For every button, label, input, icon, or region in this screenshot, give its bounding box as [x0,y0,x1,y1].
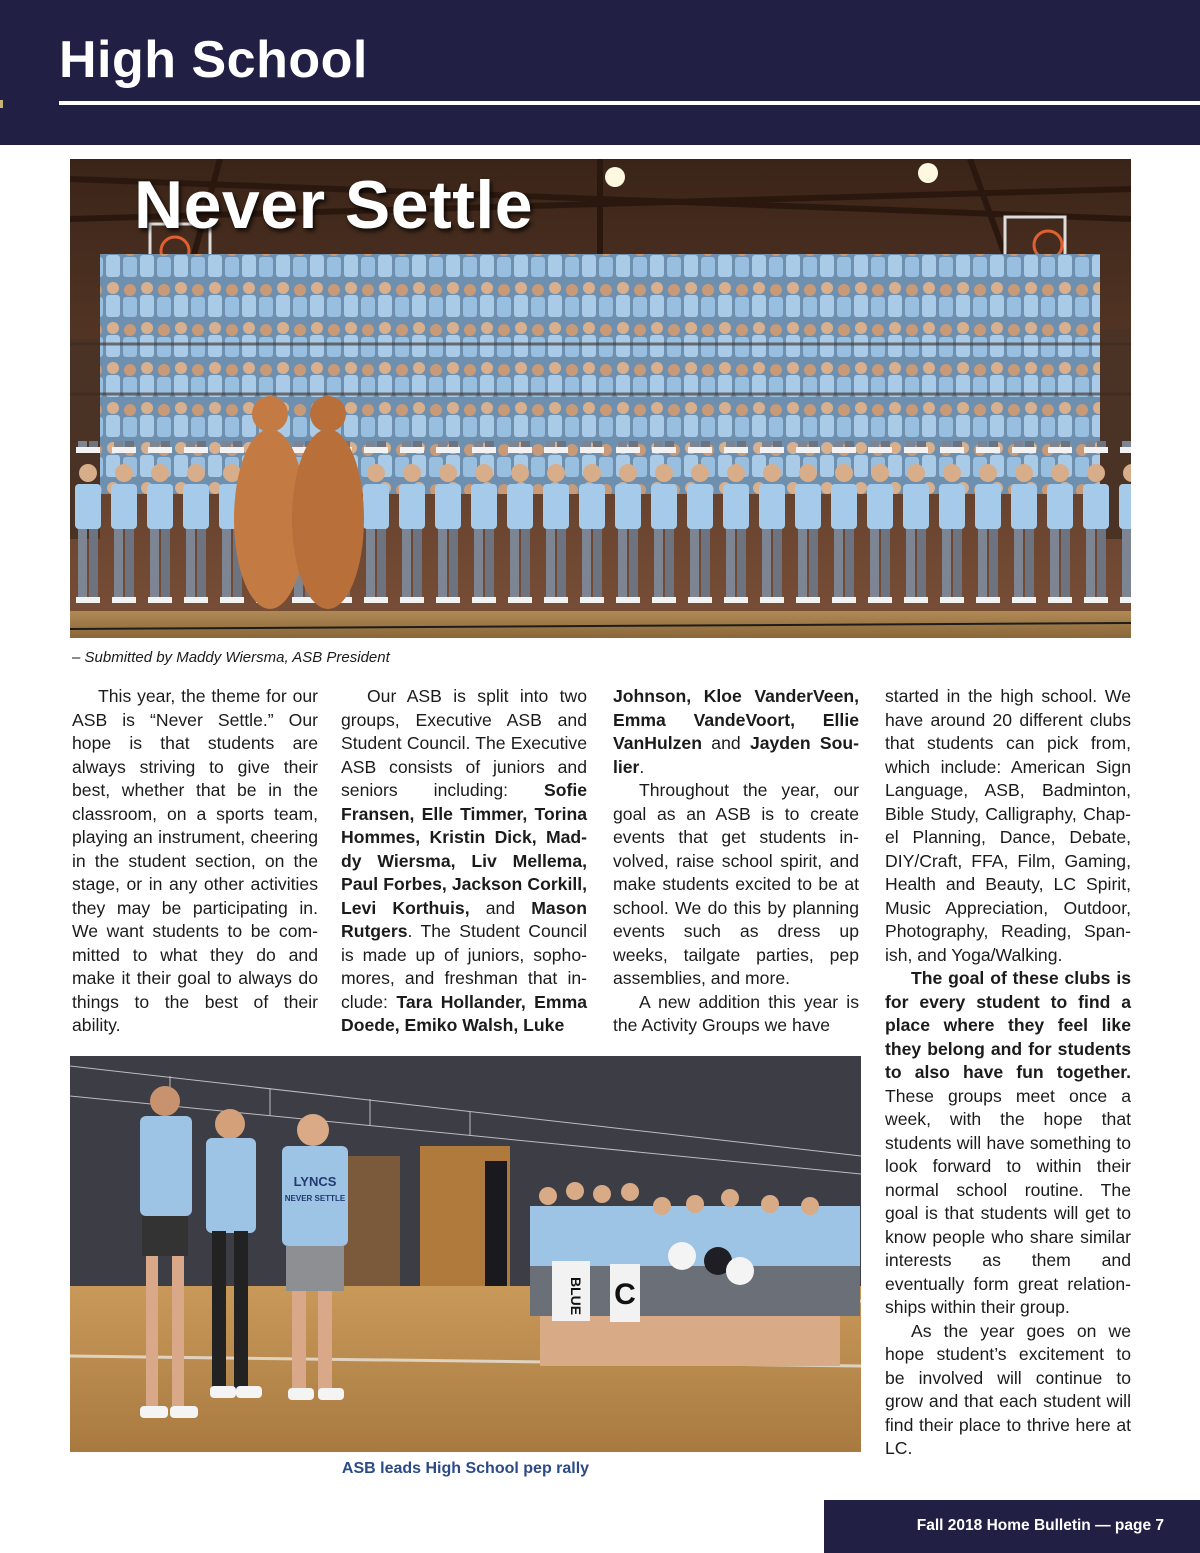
pep-rally-photo [70,1056,861,1452]
text-run: . The Student Council is made up of juniors, sophomores, and freshman that include: [341,921,587,1012]
article-column-1 [72,685,318,1038]
text-run: and [469,897,532,918]
section-title: High School [59,31,368,89]
photo-credit: – Submitted by Maddy Wiersma, ASB President [72,649,390,666]
exec-names: Sofie Fransen, Elle Timmer, Torina Hommes, Kristin Dick, Maddy Wiersma, Liv Mellema, Paul Forbes, Jackson Corkill, Levi Korthuis, [341,780,587,918]
article-column-4 [885,685,1131,1461]
council-names: Tara Hollander, Emma Doede, Emiko Walsh, Luke [341,991,587,1035]
text-run: These groups meet once a week, with the hope that students will have something to look forward to within their normal school routine. The goal is that students will get to know people who share similar interests as them and eventually form great relationships within their group. [885,1085,1131,1317]
edge-mark [0,100,3,108]
text-run: . [639,756,645,777]
exec-last-name: Mason Rutgers [341,897,587,941]
shirt-print-slogan: NEVER SETTLE [284,1194,346,1203]
text-run: Our ASB is split into two groups, Executive ASB and Student Council. The Executive ASB consists of juniors and seniors including: [341,686,587,800]
paragraph: Throughout the year, our goal as an ASB is to create events that get students involved, raise school spirit, and make students excited to be at school. We do this by planning events such as dress up weeks, tailgate parties, pep assemblies, and more. [613,780,859,988]
header-rule [59,101,1200,105]
council-names-continued: Johnson, Kloe VanderVeen, Emma VandeVoort, Ellie VanHulzen [613,686,859,753]
council-last-name: Jayden Soulier [613,733,859,777]
footer-text: Fall 2018 Home Bulletin — page 7 [916,1517,1164,1534]
paragraph: A new addition this year is the Activity Groups we have [613,991,859,1035]
highlight-text: The goal of these clubs is for every student to find a place where they feel like they belong and for students to also have fun together. [885,968,1131,1082]
pep-rally-illustration [70,1056,861,1452]
sign-letter: C [614,1278,636,1311]
article-column-3 [613,685,859,1038]
page-header [0,0,1200,145]
text-run: and [701,733,750,753]
paragraph [613,685,859,779]
paragraph: started in the high school. We have around 20 different clubs that students can pick from, which include: American Sign Language, ASB, Badminton, Bible Study, Calligraphy, Chapel Planning, Dance, Debate, DIY/Craft, FFA, Film, Gaming, Health and Beauty, LC Spirit, Music Appreciation, Outdoor, Photography, Reading, Spanish, and Yoga/Walking. [885,686,1131,965]
paragraph: As the year goes on we hope student’s excitement to be involved will continue to grow and that each student will find their place to thrive here at LC. [885,1320,1131,1458]
paragraph [341,685,587,1038]
sign-word: BLUE [568,1276,584,1316]
photo-title: Never Settle [134,167,534,243]
paragraph: This year, the theme for our ASB is “Never Settle.” Our hope is that students are always striving to give their best, whether that be in the classroom, on a sports team, playing an instrument, cheering in the student section, on the stage, or in any other activities they may be participating in. We want students to be committed to what they do and make it their goal to always do things to the best of their ability. [72,686,318,1035]
photo-caption: ASB leads High School pep rally [341,1460,590,1477]
paragraph [885,967,1131,1320]
page-footer [824,1500,1200,1553]
shirt-print: LYNCS [293,1174,337,1189]
article-column-2 [341,685,587,1038]
